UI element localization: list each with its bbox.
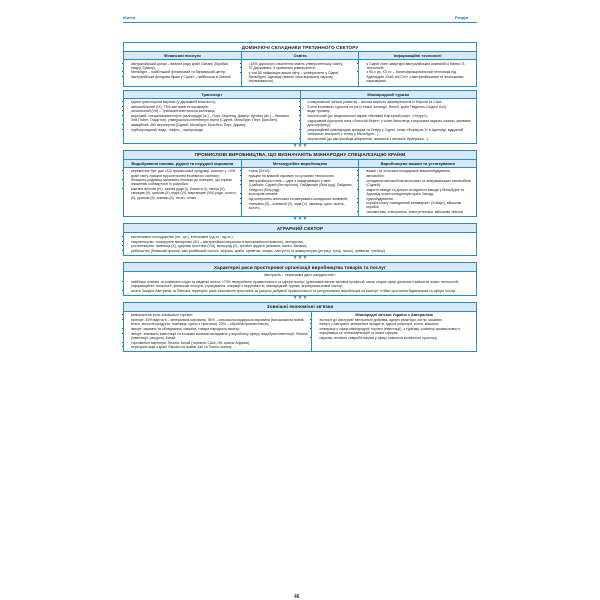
list-item: • важке і с/г сільськогосподарське машинобудування; (366, 169, 474, 173)
list-item: • авіаційний: 480 аеропортів (Сідней, Мельбурн, Брисбен, Перт, Дарвін); (131, 123, 298, 127)
col-head-mining: Видобування палива, рудної та нерудної сировини (124, 160, 241, 167)
list-item: • у топ-50 найкращих вишів світу – університети у Сіднеї, Мельбурні, Аделаїді (мають чітко виражену наукову спрямованість). (249, 71, 357, 84)
list-item: • тваринництво: тонкорунне вівчарство (3/4 – австралійські мериноси в високоякісною вовною), скотарство; (131, 240, 474, 244)
list-item: • працює на власній сировині та сучасних технологіях; (249, 174, 357, 178)
down-arrows-icon: ▼▼▼ (292, 216, 308, 223)
spatial-org-list (124, 278, 476, 295)
spatial-org-box (123, 262, 477, 296)
list-item: • екологічний (до національних парків «Великий Бар'єрний риф», «Улуру»); (308, 114, 475, 118)
list-item: • у Сіднеї єгипт-квартири австралійських компаній із бізнесі IT-технологій; (366, 62, 474, 70)
list-item: • кораблі класу «швидкісний катамаран» (Хобарт), військові кораблі, (366, 201, 474, 209)
list-item: • види туризму: (308, 109, 475, 113)
list-item: • експорт до Австралії: мінеральні добрива, ядерні реактори, котли, машини; (319, 318, 474, 322)
list-item: • 37 державних, 3 приватних університети; (249, 66, 357, 70)
col-head-metallurgy: Металургійне виробництво (241, 160, 359, 167)
tertiary-sector-box (123, 42, 477, 87)
agriculture-box (123, 223, 477, 256)
agriculture-list (124, 232, 476, 255)
list-item: • 3 райони: Сідней (бел вугілля), Пайдемайт (біля руд), Пайдемо-Хейдсон (біля руд); (249, 183, 357, 191)
list-item: • більшість родовищ залягають близько до поверхні, що сприяє зниженню собівартості їх розробки; (131, 178, 239, 186)
list-item: • закрито заводи та дочірні складальні заводи у Мельбурні та Аделаїді через конкуренцію країн Заходу, (366, 188, 474, 196)
tourism-col (300, 99, 477, 143)
industry-box (123, 150, 477, 218)
finance-col (124, 60, 241, 86)
list-item: • єдина транспортна мережа (у державній власності); (131, 100, 298, 104)
machinery-col (358, 168, 476, 217)
list-item: • трубопровідний: водо-, нафто-, газопроводи. (131, 128, 298, 132)
spatial-org-subtitle: Австралія – «економіка двох швидкостей»: (124, 271, 476, 278)
col-head-transport: Транспорт (124, 91, 300, 98)
list-item: • найбільш освоєні та розвинені східні та південні штати: ≈70% перероблені промисловості та сфера послуг; урізноманітнення типових професій; мала старих сфер діяльності зайнятих нових технологій; інформаційної технології, фінансові послуги, страхування, операції з нерухомістю, міжнародний туризм, агропромисловий сектор; (131, 280, 474, 288)
foreign-trade-col (124, 312, 311, 352)
list-item: • ≈18% дорослого населення мають університетську освіту; (249, 62, 357, 66)
header-left: Життя (123, 15, 136, 20)
list-item: • локомотиви, електроніка, електротехніка, військова техніка (366, 210, 474, 214)
foreign-relations-title: Зовнішні економічні зв'язки (124, 303, 476, 311)
education-col (241, 60, 359, 86)
header-right: Розділ (455, 15, 469, 20)
col-head-it: Інформаційні технології (358, 52, 476, 59)
industry-title: ПРОМИСЛОВI ВИРОБНИЦТВА, ЩО ВИЗНАЧАЮТЬ МІЖНАРОДНУ СПЕЦІАЛІЗАЦІЮ КРАЇНИ (124, 151, 476, 159)
list-item: • глинозем (II)→алюміній (V), мідь (V), свинець, цинк, нікель, золото. (249, 202, 357, 210)
list-item: • суднобудування: (366, 197, 474, 201)
list-item: • імпорт: зовнішніх інвестицій та іноземні компанії вкладають у виробничу сферу, видобувні інвестиції, Японію (інвестиції, ресурси), Китай; (131, 332, 309, 340)
list-item: • рослинництво: пшениця (X), цукрова тростина (VIII), виноград (X), тропічні фрукти (ананаси, манго, банани); (131, 244, 474, 248)
list-item: • перемнічне бун: дає >1/3 промислової продукції, експорт у >100 країн світу, працює під контролем іноземного капіталу; (131, 169, 239, 177)
list-item: • складання автомобілів японських та американських автомобілів (Сідней); (366, 179, 474, 187)
spatial-org-title: Характерні риси просторової організації виробництва товарів та послуг (124, 263, 476, 271)
list-item: • переорієнтація з країн Європи на країни Азії та Тихого океану. (131, 345, 309, 349)
ukraine-relations-head: Міжнародні зв'язки України з Австралією (355, 313, 434, 318)
list-item: • австралійський долар – валюта ряду країн Океанії (Кірибаті, Науру, Тувалу); (131, 62, 239, 70)
list-item: • австралійська сталь – одна з найдешевших у світі; (249, 179, 357, 183)
list-item: • екзотичний (до австралійців-аборигенів, змагання з метання бумеранга...). (308, 137, 475, 141)
list-item: • стимулюючий чинник розвитку – висока вартість авіаперельотів із Європи та США; (308, 100, 475, 104)
list-item: • торговельні партнери: Японія, Китай (торгівля, США, НК, країни Африки); (131, 341, 309, 345)
list-item: • штати Західна Австралія та Північна територія: різке економічне зростання за рахунок добувної промисловості та ресурсоємних виробництв на експорт; стійке зростання будівництва та сфери послуг. (131, 289, 474, 293)
it-col (358, 60, 476, 86)
ukraine-relations-col (311, 312, 476, 352)
list-item: • співпраця у сфері міжнародної торгівлі (інвестиції), з туризму, розвитку промисловості, інформація та телекомунікацій та інших сферах; (319, 327, 474, 335)
col-head-finance: Фінансові послуги (124, 52, 241, 59)
list-item: • екстенсивне господарство (пн., цн.), інтенсивне (пд-сх., пд-зх.); (131, 235, 474, 239)
list-item: • 5 млн іноземних туристів на рік (з Нової Зеландії, Японії, країн Південно-Східної Азії); (308, 105, 475, 109)
down-arrows-icon: ▼▼▼ (292, 255, 308, 262)
down-arrows-icon: ▼▼▼ (292, 294, 308, 301)
list-item: • морський: спеціалізовані порти (залізорудні (ж.) – Порт-Хедленд, Дампір; вугільні (вс.) – Ньюкасл, Хей-Пойнт, Гладстон), універсальні контейнерні порти (Сідней, Мельбурн, Перт, Брисбен); (131, 114, 298, 122)
list-item: • сталь (XXVI): (249, 169, 357, 173)
list-item: • імпорт: машини та обладнання, хімікати, товари народного вжитку; (131, 327, 309, 331)
list-item: • кам'яне вугілля (IV), залізні руди (I), боксити (I), нікель (V), свинцеві (II), цинкові (II), мідні (VI), марганцеві (VIII) руди, золото (II), уранові (II), алмази (II), титан, олово... (131, 187, 239, 200)
list-item: • рекреаційний (міжнародна ярмарка та Оперу у Сіднеї, гонки «Формула-1» в Аделаїді, відкритий чемпіонат Австралії з тенісу у Мельбурні…); (308, 128, 475, 136)
header-rule (123, 22, 477, 23)
list-item: • автомобільний (IX): 75% вантажів та пасажирів; (131, 105, 298, 109)
list-item: • Мельбурн – найбільший фінансовий та банківський центр; (131, 70, 239, 74)
list-item: • імпорт з Австралії: мінеральні продукти, ядерні реактори, котли, машини; (319, 322, 474, 326)
list-item: • Австралійська фондова біржа у Сіднеї – найбільша в Океанії. (131, 75, 239, 79)
col-head-tourism: Міжнародний туризм (300, 91, 477, 98)
col-head-machinery: Виробництво машин та устаткування (358, 160, 476, 167)
list-item: • рибальство (близький промир, австралійський лосось, кефаль, краби, креветки, омари, лангусти) та аквакультура (устриці, тунці, лосос), креветки, гребінці). (131, 249, 474, 253)
list-item: • автомобілі: (366, 174, 474, 178)
list-item: • кольорові метали: (249, 192, 357, 196)
list-item: • оздоровчий (курортна зона «Золотий Берег» у штаті Квінсленд з морським парком, казино, умовами для серфінгу); (308, 119, 475, 127)
list-item: • з 90-х рр. XX ст. – багатофункціональний технопарк під Аделаїдою «Хай-тек Сіті» з австралійськими та японськими науковцями. (366, 70, 474, 83)
mining-col (124, 168, 241, 217)
list-item: • експорт: 45% вартості – мінеральна сировина, 35% – сільськогосподарська сировина (високоякісна вовна, м'ясо, молочні продукти, пшениця, цукор з тростини), 20% – обробна промисловість; (131, 318, 309, 326)
tertiary-sector-title: ДОМІНУЮЧІ СКЛАДНИКИ ТРЕТИННОГО СЕКТОРУ (241, 44, 359, 50)
page-number: 46 (294, 594, 300, 600)
list-item: • під контролем японських та американо-канадських компаній; (249, 197, 357, 201)
list-item: • визначальна роль зовнішньої торгівлі; (131, 313, 309, 317)
transport-col (124, 99, 300, 143)
down-arrows-icon: ▼▼▼ (292, 142, 308, 149)
list-item: • залізничний (VII) – Транскантинентальна залізниця; (131, 109, 298, 113)
metallurgy-col (241, 168, 359, 217)
agriculture-title: АГРАРНИЙ СЕКТОР (124, 224, 476, 232)
transport-tourism-box (123, 90, 477, 144)
foreign-relations-box (123, 302, 477, 353)
page-content (123, 42, 477, 352)
list-item: • науково-технічна співробітництва у сфері освоєння космічного простору. (319, 336, 474, 340)
col-head-education: Освіта (241, 52, 359, 59)
